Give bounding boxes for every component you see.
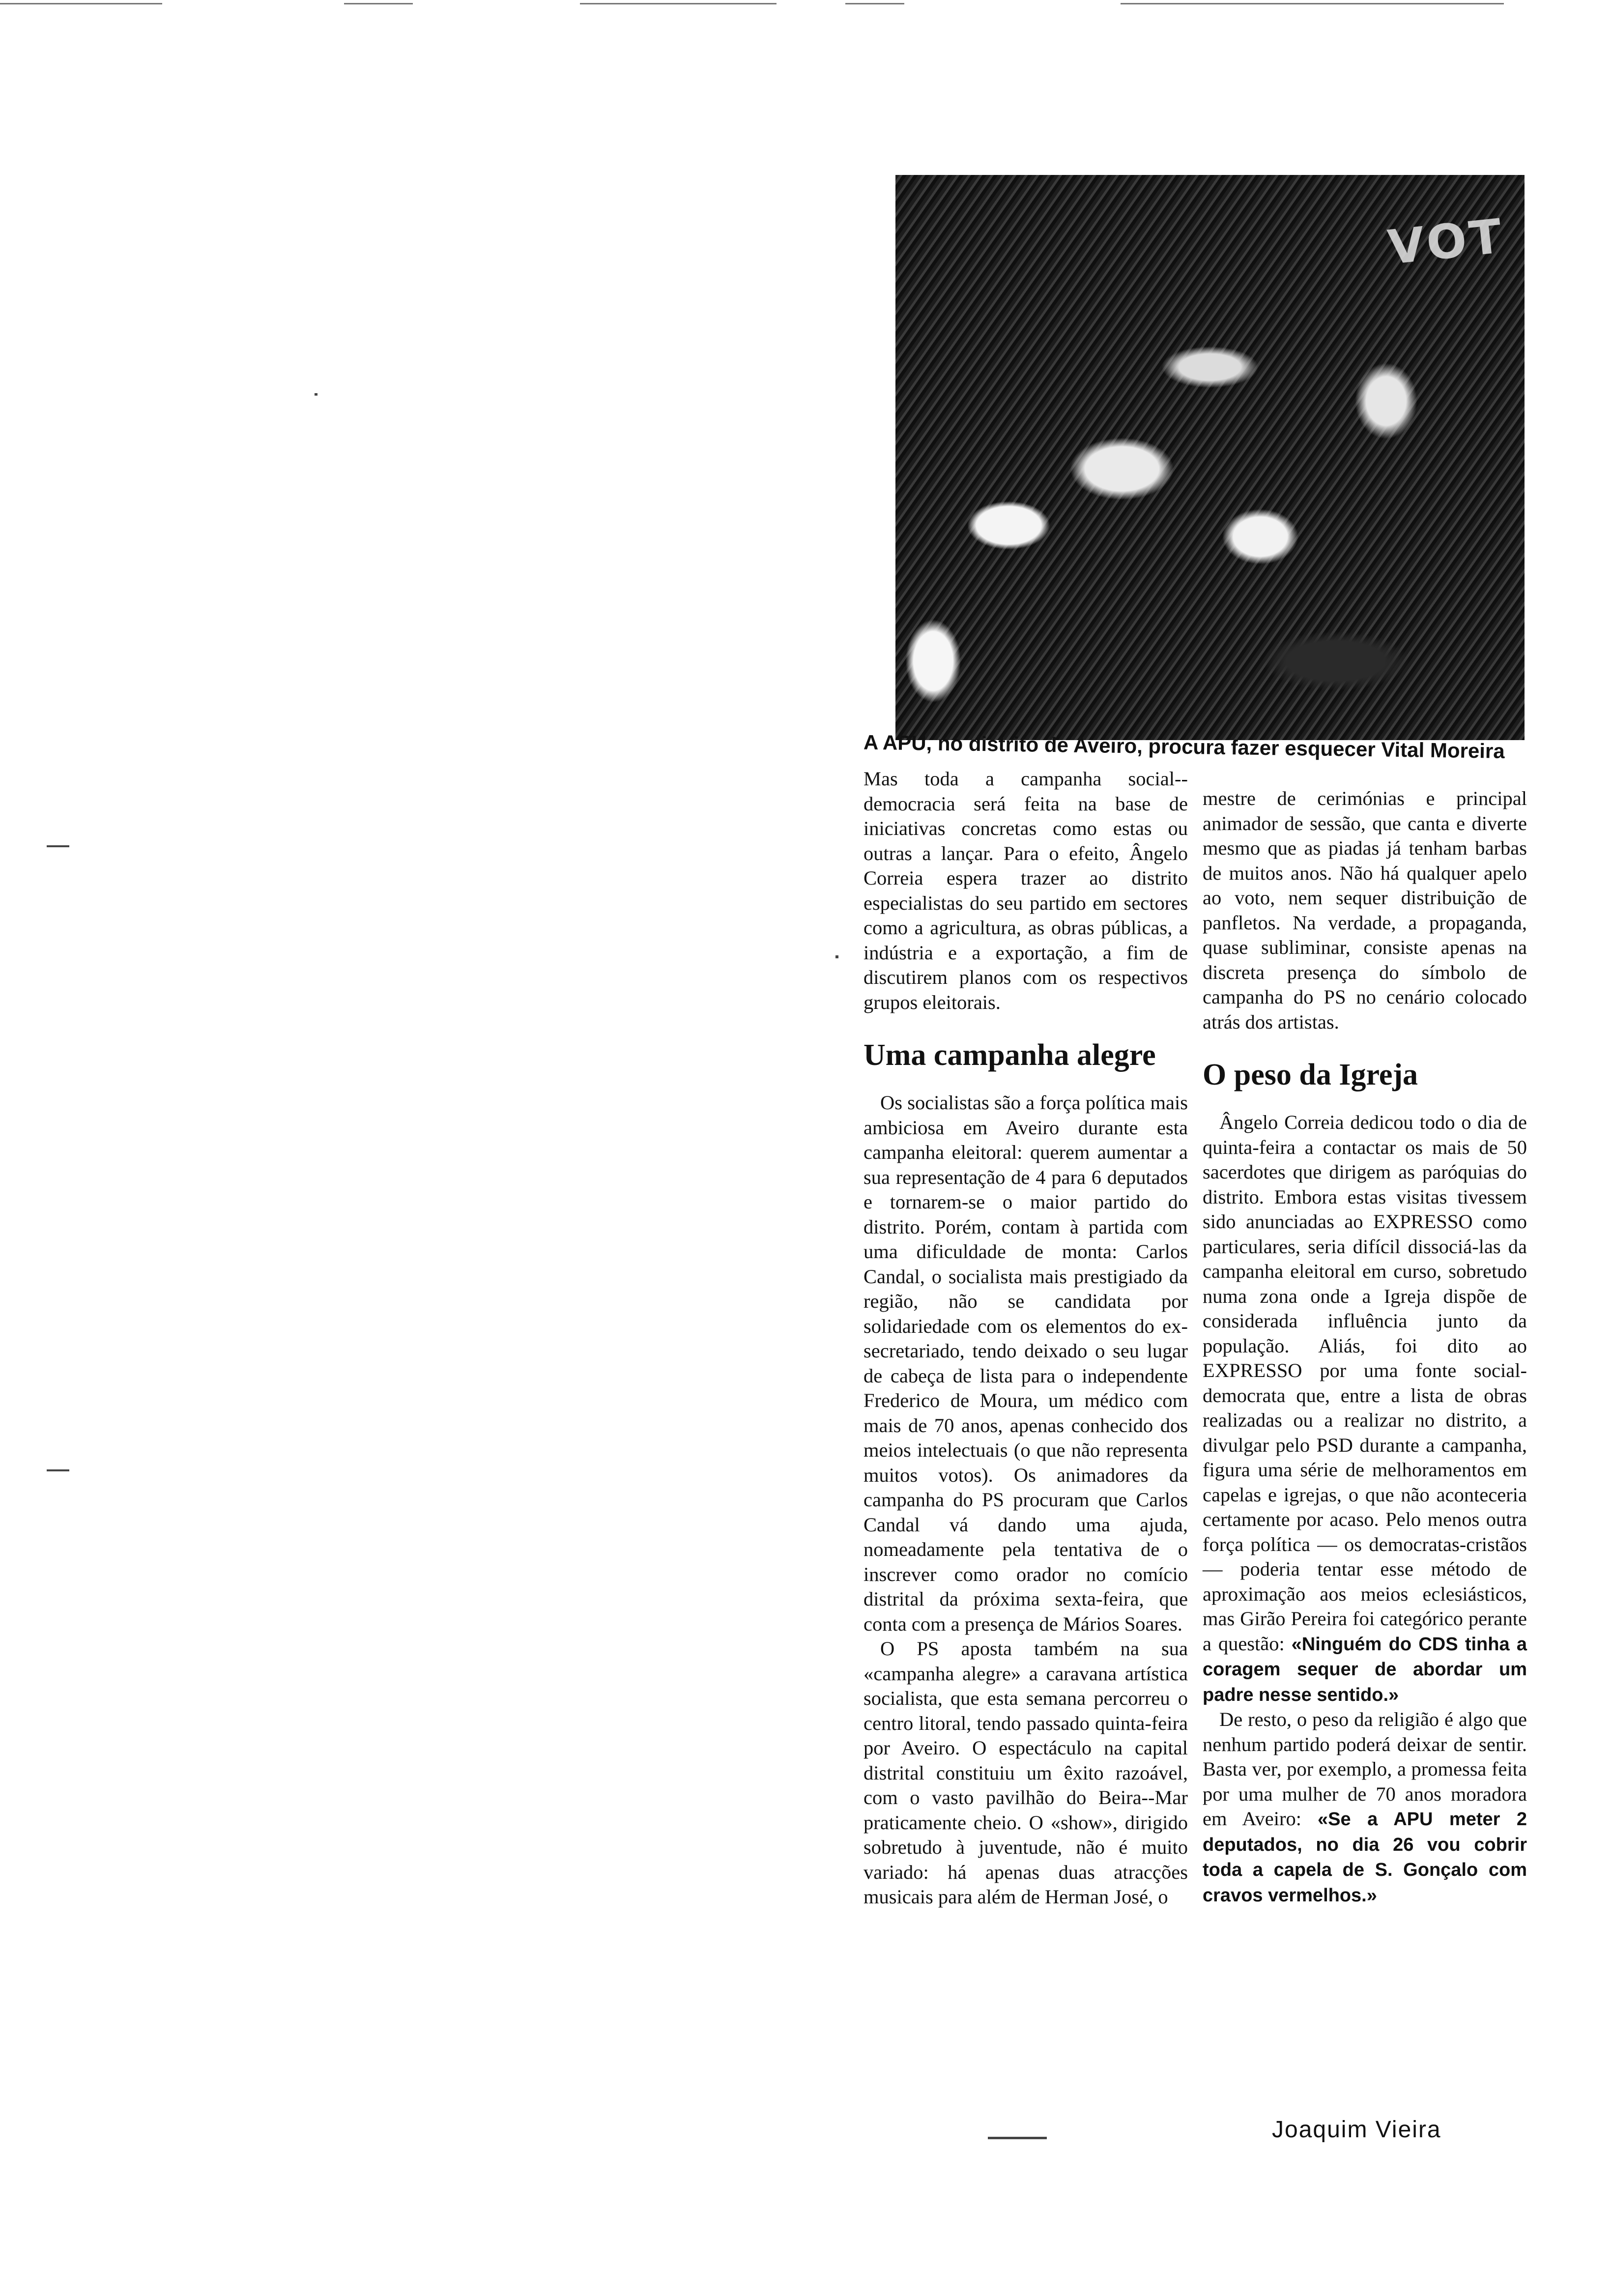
paragraph: O PS aposta também na sua «campanha alegre» a caravana artística socialista, que esta semana percorreu o centro litoral, tendo passado quinta-feira por Aveiro. O espectáculo na capital distrital constituiu um êxito razoável, com o vasto pavilhão do Beira--Mar praticamente cheio. O «show», dirigido sobretudo à juventude, não é muito variado: há apenas duas atracções musicais para além de Herman José, o <box>864 1637 1188 1908</box>
subheading: Uma campanha alegre <box>864 1038 1156 1072</box>
photo-banner-text: VOT <box>1385 208 1508 276</box>
subheading: O peso da Igreja <box>1203 1058 1418 1091</box>
author-byline: Joaquim Vieira <box>1272 2117 1441 2143</box>
speck <box>315 393 317 396</box>
quote-bold: «Se a APU meter 2 deputados, no dia 26 vou cobrir toda a capela de S. Gonçalo com cravos vermelhos.» <box>1203 1809 1527 1906</box>
scan-edge-line <box>580 3 777 4</box>
paragraph <box>1203 1110 1527 1707</box>
paragraph <box>1203 1707 1527 1908</box>
punch-mark <box>47 845 69 847</box>
scan-edge-line <box>0 3 162 4</box>
paragraph: Os socialistas são a força política mais ambiciosa em Aveiro durante esta campanha eleitoral: querem aumentar a sua representação de 4 para 6 deputados e tornarem-se o maior partido do distrito. Porém, contam à partida com uma dificuldade de monta: Carlos Candal, o socialista mais prestigiado da região, não se candidata por solidariedade com os elementos do ex-secretariado, tendo deixado o seu lugar de cabeça de lista para o independente Frederico de Moura, um médico com mais de 70 anos, apenas conhecido dos meios intelectuais (o que não representa muitos votos). Os animadores da campanha do PS procuram que Carlos Candal vá dando uma ajuda, nomeadamente pela tentativa de o inscrever como orador no comício distrital da próxima sexta-feira, que conta com a presença de Mários Soares. <box>864 1091 1188 1635</box>
scan-edge-line <box>344 3 413 4</box>
paragraph-text: De resto, o peso da religião é algo que nenhum partido poderá deixar de sentir. Basta ver, por exemplo, a promessa feita por uma mulher de 70 anos moradora em Aveiro: <box>1203 1708 1527 1830</box>
scan-edge-line <box>1121 3 1504 4</box>
paragraph: mestre de cerimónias e principal animador de sessão, que canta e diverte mesmo que as piadas já tenham barbas de muitos anos. Não há qualquer apelo ao voto, nem sequer distribuição de panfletos. Na verdade, a propaganda, quase subliminar, consiste apenas na discreta presença do símbolo de campanha do PS no cenário colocado atrás dos artistas. <box>1203 787 1527 1033</box>
column-end-rule <box>988 2137 1047 2139</box>
speck <box>835 955 838 958</box>
article-column-left <box>864 767 1188 1910</box>
scan-edge-line <box>845 3 904 4</box>
paragraph: Mas toda a campanha social--democracia será feita na base de iniciativas concretas como estas ou outras a lançar. Para o efeito, Ângelo Correia espera trazer ao distrito especialistas do seu partido em sectores como a agricultura, as obras públicas, a indústria e a exportação, a fim de discutirem planos com os respectivos grupos eleitorais. <box>864 768 1188 1013</box>
news-photo <box>895 175 1525 740</box>
punch-mark <box>47 1469 69 1471</box>
article-column-right <box>1203 786 1527 1908</box>
paragraph-text: Ângelo Correia dedicou todo o dia de quinta-feira a contactar os mais de 50 sacerdotes que dirigem as paróquias do distrito. Embora estas visitas tivessem sido anunciadas ao EXPRESSO como particulares, seria difícil dissociá-las da campanha eleitoral em curso, sobretudo numa zona onde a Igreja dispõe de considerada influência junto da população. Aliás, foi dito ao EXPRESSO por uma fonte social-democrata que, entre a lista de obras realizadas ou a realizar no distrito, a divulgar pelo PSD durante a campanha, figura uma série de melhoramentos em capelas e igrejas, o que não aconteceria certamente por acaso. Pelo menos outra força política — os democratas-cristãos — poderia tentar esse método de aproximação aos meios eclesiásticos, mas Girão Pereira foi categórico perante a questão: <box>1203 1111 1527 1655</box>
quote-bold: «Ninguém do CDS tinha a coragem sequer de abordar um padre nesse sentido.» <box>1203 1634 1527 1705</box>
photo-caption: A APU, no distrito de Aveiro, procura fazer esquecer Vital Moreira <box>863 730 1505 763</box>
